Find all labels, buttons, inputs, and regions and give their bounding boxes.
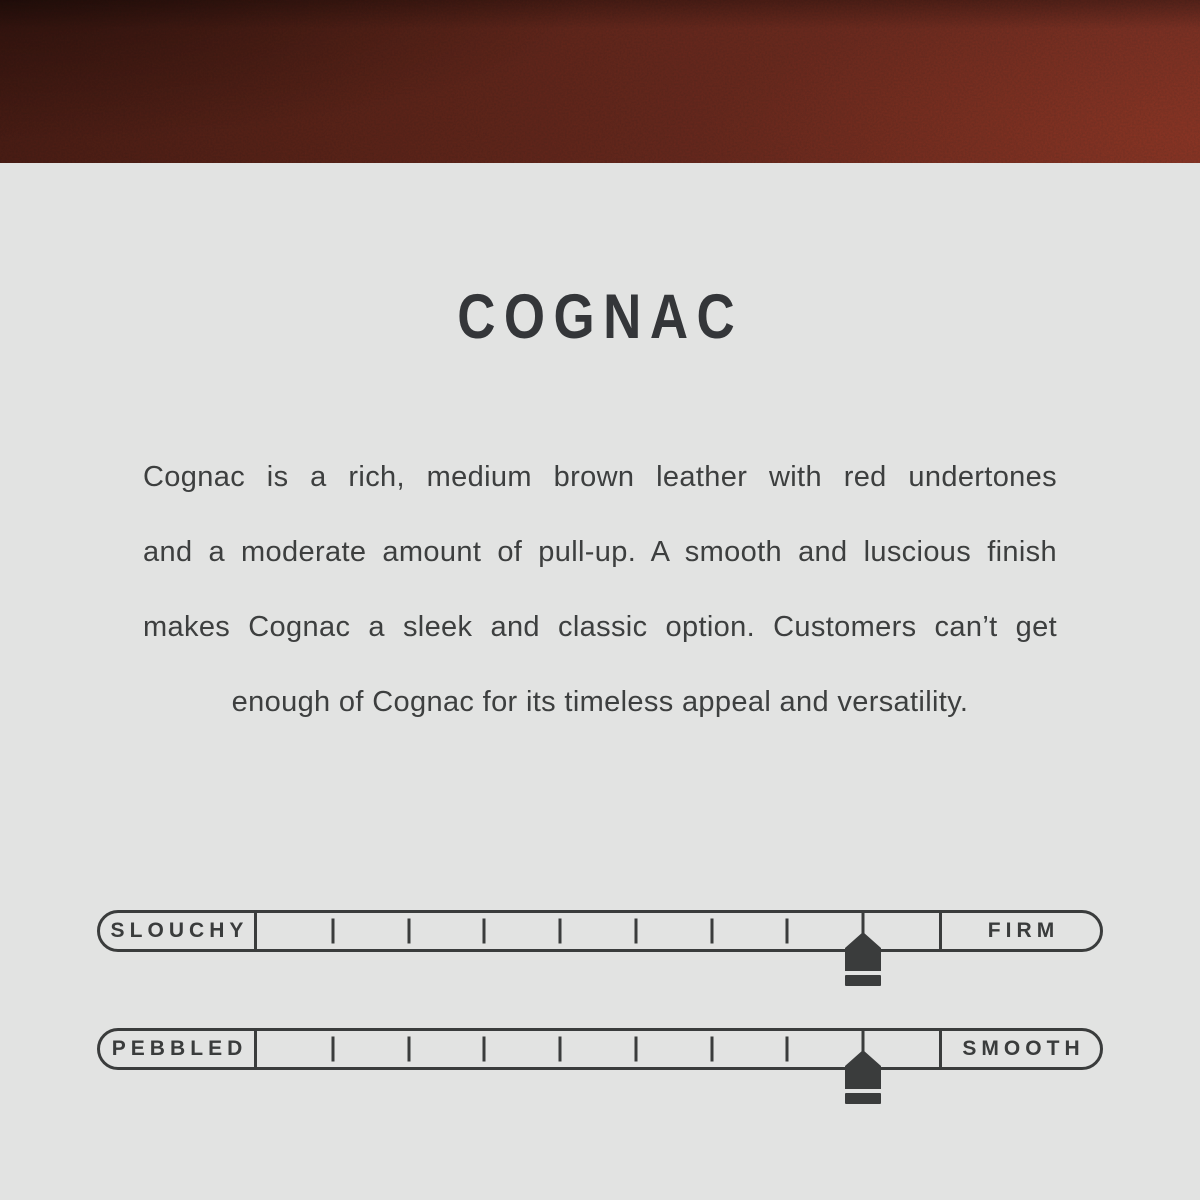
slider-marker[interactable]	[841, 1031, 885, 1105]
description-line: Cognac is a rich, medium brown leather with red undertones	[143, 461, 1057, 493]
tick-mark	[559, 919, 562, 944]
tick-mark	[710, 919, 713, 944]
description-line: and a moderate amount of pull-up. A smooth and luscious finish	[143, 536, 1057, 568]
slider-right-label-box	[939, 1031, 1100, 1067]
tick-mark	[407, 1037, 410, 1062]
tick-mark	[331, 919, 334, 944]
slider-slouchy-firm	[97, 910, 1103, 952]
slider-left-label: PEBBLED	[111, 1037, 248, 1060]
leather-description	[143, 440, 1057, 740]
tick-mark	[710, 1037, 713, 1062]
slider-left-label-box	[100, 913, 257, 949]
slider-right-label: FIRM	[987, 919, 1060, 942]
tick-mark	[634, 919, 637, 944]
slider-marker[interactable]	[841, 913, 885, 987]
slider-track	[257, 1031, 939, 1067]
slider-left-label: SLOUCHY	[110, 919, 249, 942]
tick-mark	[331, 1037, 334, 1062]
tick-mark	[407, 919, 410, 944]
tick-mark	[483, 919, 486, 944]
leather-texture-banner	[0, 0, 1200, 163]
page-title: COGNAC	[456, 282, 743, 352]
slider-right-label: SMOOTH	[962, 1037, 1085, 1060]
tick-mark	[786, 919, 789, 944]
tick-mark	[786, 1037, 789, 1062]
tick-mark	[559, 1037, 562, 1062]
slider-right-label-box	[939, 913, 1100, 949]
slider-track	[257, 913, 939, 949]
tick-mark	[634, 1037, 637, 1062]
slider-left-label-box	[100, 1031, 257, 1067]
description-line: makes Cognac a sleek and classic option. Customers can’t get	[143, 611, 1057, 643]
leather-grain-texture	[0, 0, 1200, 163]
tick-mark	[483, 1037, 486, 1062]
description-line: enough of Cognac for its timeless appeal and versatility.	[231, 686, 969, 718]
slider-pebbled-smooth	[97, 1028, 1103, 1070]
